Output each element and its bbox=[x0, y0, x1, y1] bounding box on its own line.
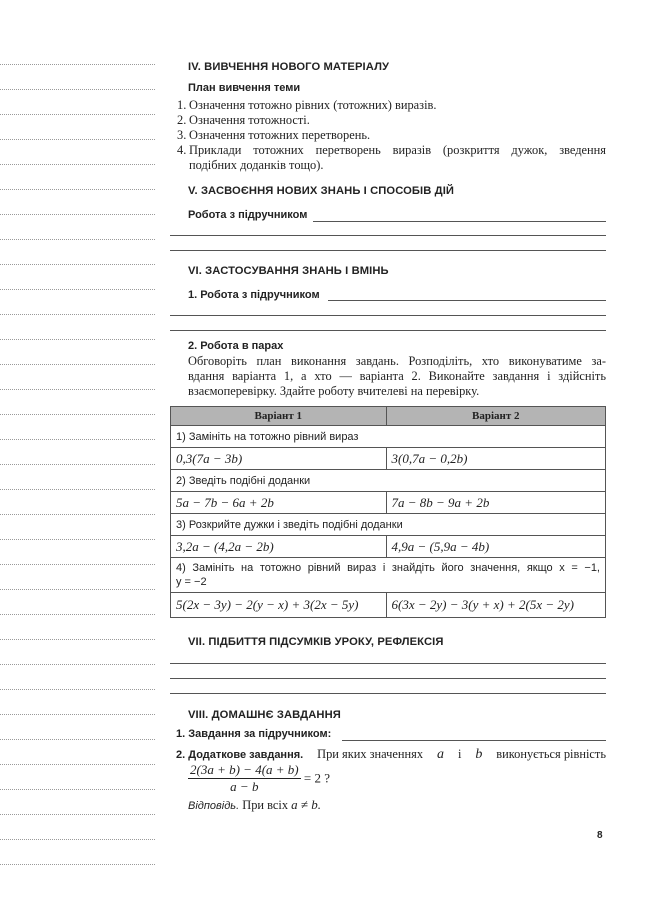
fraction-equation bbox=[188, 762, 330, 795]
plan-item-text: Означення тотожно рівних (тотожних) виразів. bbox=[189, 98, 437, 112]
table-row bbox=[171, 558, 606, 593]
plan-title: План вивчення теми bbox=[188, 82, 301, 94]
section-8-heading: VIII. ДОМАШНЄ ЗАВДАННЯ bbox=[188, 709, 341, 721]
task-4-variant-2: 6(3x − 2y) − 3(y + x) + 2(5x − 2y) bbox=[386, 593, 606, 618]
section-7-heading: VII. ПІДБИТТЯ ПІДСУМКІВ УРОКУ, РЕФЛЕКСІЯ bbox=[188, 636, 444, 648]
task-4-variant-1: 5(2x − 3y) − 2(y − x) + 3(2x − 5y) bbox=[171, 593, 387, 618]
answer-row bbox=[188, 797, 321, 813]
equation-tail: = 2 ? bbox=[303, 770, 330, 786]
task-1-variant-2: 3(0,7a − 0,2b) bbox=[386, 448, 606, 470]
answer-line[interactable] bbox=[170, 330, 606, 331]
margin-note-line bbox=[0, 589, 155, 590]
table-header-row bbox=[171, 407, 606, 426]
task-2-variant-2: 7a − 8b − 9a + 2b bbox=[386, 492, 606, 514]
variant-1-header: Варіант 1 bbox=[171, 407, 387, 426]
homework-2-label: 2. Додаткове завдання. bbox=[176, 749, 304, 761]
answer-expression: a ≠ b. bbox=[291, 797, 322, 812]
task-2-label: 2. Робота в парах bbox=[188, 340, 284, 352]
pair-work-text-line: Обговоріть план виконання завдань. Розподіліть, хто виконуватиме за- bbox=[188, 354, 606, 368]
plan-item-number: 3. bbox=[177, 128, 187, 142]
table-row bbox=[171, 514, 606, 536]
task-4-instruction-line: y = −2 bbox=[176, 576, 207, 588]
answer-text: При всіх bbox=[242, 798, 289, 812]
answer-line[interactable] bbox=[170, 693, 606, 694]
margin-note-line bbox=[0, 289, 155, 290]
page-number: 8 bbox=[597, 830, 603, 841]
margin-note-line bbox=[0, 864, 155, 865]
pair-work-text-line: вдання варіанта 1, а хто — варіанта 2. Виконайте завдання і здійсніть bbox=[188, 369, 606, 383]
margin-note-line bbox=[0, 139, 155, 140]
task-4-instruction bbox=[171, 558, 606, 593]
margin-note-line bbox=[0, 189, 155, 190]
section-6-heading: VI. ЗАСТОСУВАННЯ ЗНАНЬ І ВМІНЬ bbox=[188, 265, 389, 277]
plan-item-number: 4. bbox=[177, 143, 187, 157]
margin-note-line bbox=[0, 339, 155, 340]
margin-note-line bbox=[0, 239, 155, 240]
margin-note-line bbox=[0, 464, 155, 465]
margin-note-line bbox=[0, 364, 155, 365]
pair-work-text-line: взаємоперевірку. Здайте роботу вчителеві на перевірку. bbox=[188, 384, 480, 398]
margin-note-line bbox=[0, 114, 155, 115]
plan-item bbox=[170, 113, 606, 128]
answer-line[interactable] bbox=[170, 315, 606, 316]
plan-item bbox=[170, 128, 606, 143]
margin-note-line bbox=[0, 564, 155, 565]
plan-list bbox=[170, 98, 606, 173]
margin-note-line bbox=[0, 514, 155, 515]
plan-item-text-cont: подібних доданків тощо). bbox=[189, 158, 324, 172]
homework-2-text-part: виконується рівність bbox=[496, 747, 606, 761]
table-row bbox=[171, 593, 606, 618]
margin-note-line bbox=[0, 539, 155, 540]
margin-note-line bbox=[0, 439, 155, 440]
task-1-variant-1: 0,3(7a − 3b) bbox=[171, 448, 387, 470]
fraction-numerator: 2(3a + b) − 4(a + b) bbox=[190, 762, 299, 777]
margin-note-line bbox=[0, 714, 155, 715]
answer-label: Відповідь. bbox=[188, 800, 240, 812]
margin-note-line bbox=[0, 489, 155, 490]
section-5-heading: V. ЗАСВОЄННЯ НОВИХ ЗНАНЬ І СПОСОБІВ ДІЙ bbox=[188, 185, 455, 197]
homework-1-label: 1. Завдання за підручником: bbox=[176, 728, 332, 740]
margin-note-line bbox=[0, 414, 155, 415]
table-row bbox=[171, 448, 606, 470]
homework-2-question bbox=[176, 747, 606, 763]
task-1-instruction: 1) Замініть на тотожно рівний вираз bbox=[171, 426, 606, 448]
margin-note-line bbox=[0, 789, 155, 790]
task-4-instruction-line: 4) Замініть на тотожно рівний вираз і знайдіть його значення, якщо x = −1, bbox=[176, 562, 600, 574]
margin-note-line bbox=[0, 614, 155, 615]
answer-line[interactable] bbox=[170, 235, 606, 236]
table-row bbox=[171, 470, 606, 492]
plan-item-number: 2. bbox=[177, 113, 187, 127]
task-2-instruction: 2) Зведіть подібні доданки bbox=[171, 470, 606, 492]
variants-table bbox=[170, 406, 606, 618]
margin-note-line bbox=[0, 639, 155, 640]
margin-note-line bbox=[0, 64, 155, 65]
margin-note-line bbox=[0, 389, 155, 390]
answer-line[interactable] bbox=[170, 250, 606, 251]
textbook-work-label: Робота з підручником bbox=[188, 209, 308, 221]
answer-line[interactable] bbox=[342, 740, 606, 741]
margin-note-line bbox=[0, 664, 155, 665]
plan-item-text: Означення тотожних перетворень. bbox=[189, 128, 371, 142]
plan-item-text: Означення тотожності. bbox=[189, 113, 310, 127]
plan-item-number: 1. bbox=[177, 98, 187, 112]
margin-note-line bbox=[0, 314, 155, 315]
variable-b: b bbox=[475, 747, 483, 762]
task-3-variant-1: 3,2a − (4,2a − 2b) bbox=[171, 536, 387, 558]
task-1-label: 1. Робота з підручником bbox=[188, 289, 320, 301]
homework-2-text-part: При яких значеннях bbox=[317, 747, 424, 761]
margin-note-line bbox=[0, 89, 155, 90]
task-3-instruction: 3) Розкрийте дужки і зведіть подібні доданки bbox=[171, 514, 606, 536]
margin-note-line bbox=[0, 839, 155, 840]
margin-note-lines bbox=[0, 0, 155, 900]
margin-note-line bbox=[0, 739, 155, 740]
section-4-heading: IV. ВИВЧЕННЯ НОВОГО МАТЕРІАЛУ bbox=[188, 61, 390, 73]
answer-line[interactable] bbox=[170, 663, 606, 664]
variable-a: a bbox=[437, 747, 445, 762]
answer-line[interactable] bbox=[170, 678, 606, 679]
conjunction: і bbox=[457, 747, 462, 761]
margin-note-line bbox=[0, 264, 155, 265]
fraction bbox=[188, 762, 301, 795]
margin-note-line bbox=[0, 164, 155, 165]
table-row bbox=[171, 536, 606, 558]
variant-2-header: Варіант 2 bbox=[386, 407, 606, 426]
table-row bbox=[171, 426, 606, 448]
task-3-variant-2: 4,9a − (5,9a − 4b) bbox=[386, 536, 606, 558]
fraction-denominator: a − b bbox=[230, 779, 259, 794]
answer-line[interactable] bbox=[328, 300, 606, 301]
table-row bbox=[171, 492, 606, 514]
margin-note-line bbox=[0, 214, 155, 215]
plan-item bbox=[170, 98, 606, 113]
answer-line[interactable] bbox=[313, 221, 606, 222]
margin-note-line bbox=[0, 814, 155, 815]
plan-item bbox=[170, 143, 606, 173]
task-2-variant-1: 5a − 7b − 6a + 2b bbox=[171, 492, 387, 514]
margin-note-line bbox=[0, 689, 155, 690]
margin-note-line bbox=[0, 764, 155, 765]
plan-item-text: Приклади тотожних перетворень виразів (розкриття дужок, зведення bbox=[189, 143, 606, 157]
